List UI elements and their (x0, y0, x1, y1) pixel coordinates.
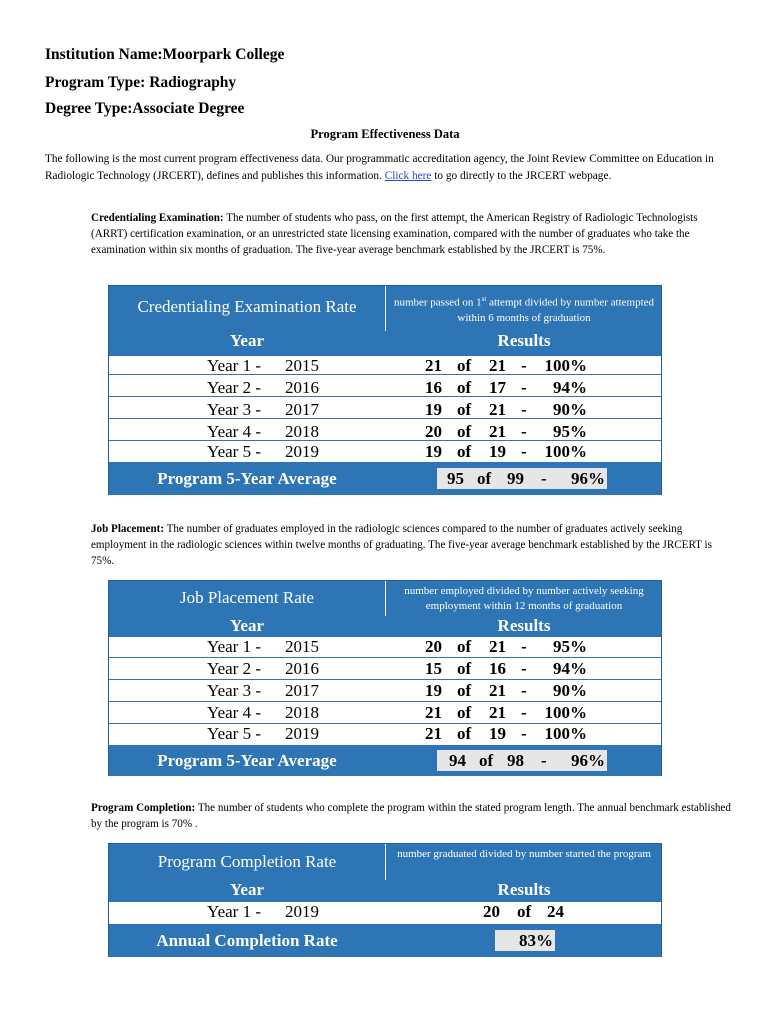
job-table-description: number employed divided by number actively seeking employment within 12 months of graduation (404, 585, 644, 612)
table-row: Year 5 - 2019 19 of 19 - 100% (207, 442, 587, 461)
institution-value: Moorpark College (162, 46, 285, 63)
average-label: Annual Completion Rate (156, 931, 338, 950)
degree-type-line (45, 100, 244, 118)
credentialing-table-title: Credentialing Examination Rate (137, 297, 357, 316)
institution-label: Institution Name: (45, 46, 163, 63)
job-placement-label: Job Placement: (91, 523, 165, 535)
degree-type-value: Associate Degree (132, 100, 245, 117)
credentialing-paragraph (91, 210, 731, 259)
completion-header-band (109, 844, 661, 902)
average-value-box: 94 of 98 - 96% (437, 750, 607, 771)
table-row: Year 1 - 2019 20 of 24 (207, 902, 564, 921)
completion-table-title: Program Completion Rate (157, 852, 337, 871)
table-row: Year 3 - 2017 19 of 21 - 90% (207, 400, 587, 419)
table-row: Year 5 - 2019 21 of 19 - 100% (207, 724, 587, 743)
credentialing-results-header: Results (497, 331, 551, 350)
credentialing-year-header: Year (230, 331, 264, 350)
program-type-value: Radiography (149, 74, 237, 91)
page-title: Program Effectiveness Data (310, 127, 460, 141)
job-header-band (109, 581, 661, 637)
average-value-box: 95 of 99 - 96% (437, 468, 607, 489)
table-row: Year 4 - 2018 20 of 21 - 95% (207, 422, 587, 441)
completion-text: The number of students who complete the program within the stated program length. The annual benchmark established by the program is 70% . (91, 802, 731, 831)
table-row: Year 3 - 2017 19 of 21 - 90% (207, 681, 587, 700)
job-placement-paragraph (91, 521, 731, 570)
table-row: Year 2 - 2016 15 of 16 - 94% (207, 659, 587, 678)
completion-average-row (109, 924, 661, 957)
completion-paragraph (91, 800, 731, 832)
table-row: Year 1 - 2015 20 of 21 - 95% (207, 637, 587, 656)
job-placement-text: The number of graduates employed in the radiologic sciences compared to the number of graduates actively seeking employment in the radiologic sciences within twelve months of graduating. The five-year average benchmark established by the JRCERT is 75%. (91, 523, 712, 568)
institution-line (45, 46, 284, 64)
intro-text-after: to go directly to the JRCERT webpage. (434, 170, 612, 182)
credentialing-text: The number of students who pass, on the first attempt, the American Registry of Radiologic Technologists (ARRT) certification examination, or an unrestricted state licensing examination, compared with the number of graduates who take the examination within six months of graduation. The five-year average benchmark established by the JRCERT is 75%. (91, 212, 698, 257)
degree-type-label: Degree Type: (45, 100, 133, 117)
completion-label: Program Completion: (91, 802, 196, 814)
credentialing-label: Credentialing Examination: (91, 212, 224, 224)
credentialing-table (108, 285, 662, 495)
job-table-title: Job Placement Rate (179, 588, 315, 607)
table-row: Year 4 - 2018 21 of 21 - 100% (207, 703, 587, 722)
job-year-header: Year (230, 616, 264, 635)
completion-year-header: Year (230, 880, 264, 899)
job-results-header: Results (497, 616, 551, 635)
job-placement-table (108, 580, 662, 776)
average-label: Program 5-Year Average (157, 469, 337, 488)
job-average-row (109, 745, 661, 776)
credentialing-table-description: number passed on 1st attempt divided by number attempted within 6 months of graduation (393, 295, 655, 324)
intro-paragraph (45, 151, 735, 185)
completion-table (108, 843, 662, 957)
table-row: Year 2 - 2016 16 of 17 - 94% (207, 378, 587, 397)
completion-results-header: Results (497, 880, 551, 899)
average-value-box: 83% (495, 930, 555, 951)
program-type-label: Program Type: (45, 74, 146, 91)
table-row: Year 1 - 2015 21 of 21 - 100% (207, 356, 587, 375)
completion-table-description: number graduated divided by number started the program (397, 848, 651, 860)
program-type-line (45, 74, 236, 92)
credentialing-average-row (109, 462, 661, 495)
credentialing-header-band (109, 286, 661, 356)
intro-text: The following is the most current program effectiveness data. Our programmatic accreditation agency, the Joint Review Committee on Education in Radiologic Technology (JRCERT), defines and publishes this information. (45, 153, 714, 182)
average-label: Program 5-Year Average (157, 751, 337, 770)
jrcert-link[interactable]: Click here (384, 170, 432, 182)
